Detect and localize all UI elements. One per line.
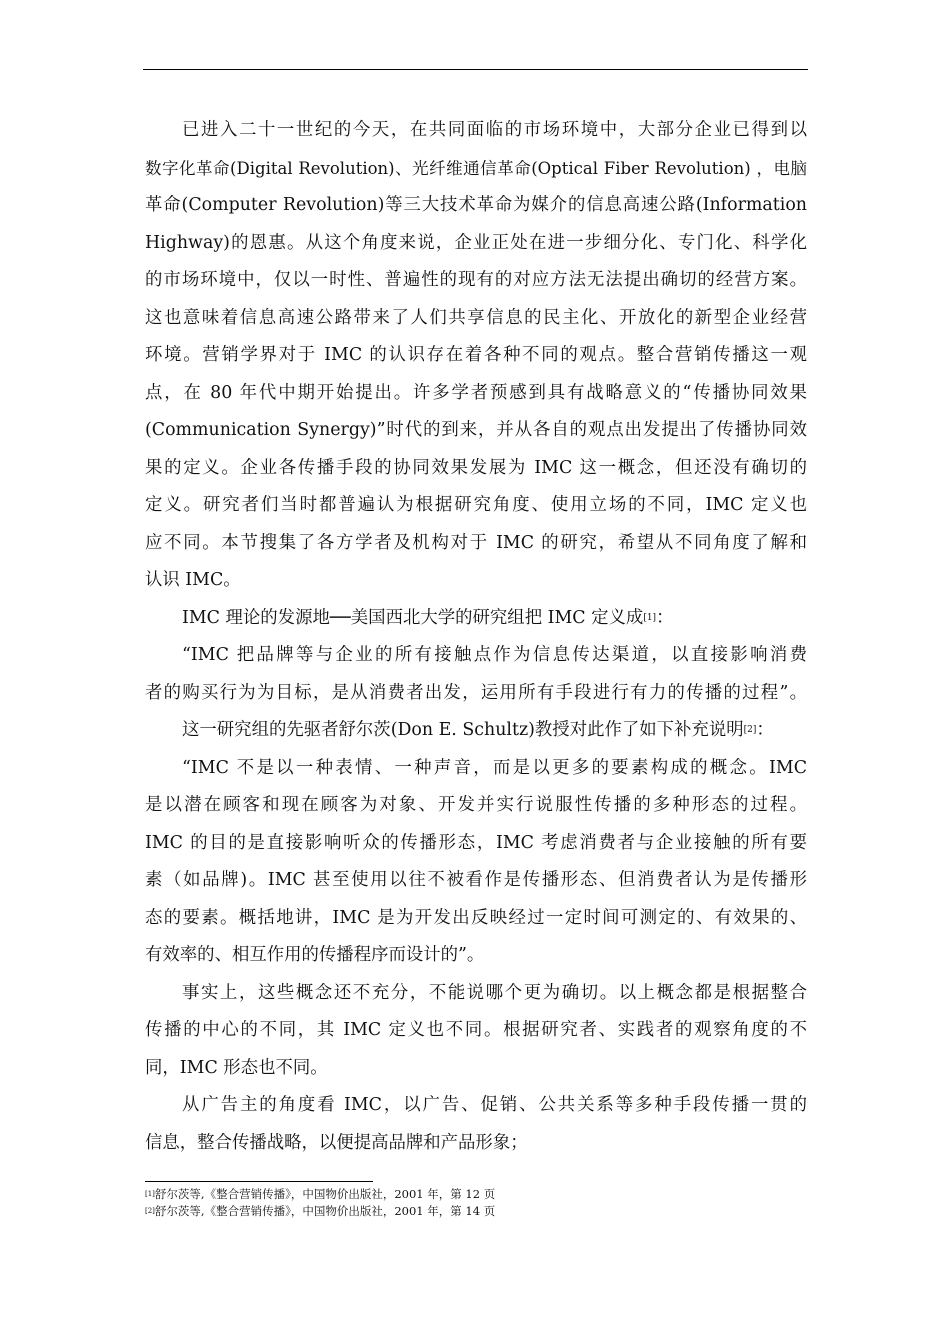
text-line: 环境。营销学界对于 IMC 的认识存在着各种不同的观点。整合营销传播这一观 [145, 345, 807, 365]
text-line: 信息，整合传播战略，以便提高品牌和产品形象； [145, 1132, 528, 1153]
footnote-rule [145, 1181, 373, 1182]
paragraph [145, 750, 807, 975]
text-line: 有效率的、相互作用的传播程序而设计的”。 [145, 945, 485, 965]
text-line: IMC 理论的发源地──美国西北大学的研究组把 IMC 定义成 [182, 607, 644, 628]
text-line: “IMC 不是以一种表情、一种声音，而是以更多的要素构成的概念。IMC [182, 757, 807, 778]
footnote-mark: [1] [145, 1190, 155, 1198]
punctuation: ： [656, 607, 674, 628]
text-line: 这也意味着信息高速公路带来了人们共享信息的民主化、开放化的新型企业经营 [145, 307, 807, 328]
text-line: 事实上，这些概念还不充分，不能说哪个更为确切。以上概念都是根据整合 [182, 982, 807, 1003]
text-line: 认识 IMC。 [145, 570, 241, 590]
paragraph [145, 1087, 807, 1162]
footnote-text: 舒尔茨等,《整合营销传播》，中国物价出版社，2001 年，第 12 页 [154, 1187, 496, 1201]
text-line: 同，IMC 形态也不同。 [145, 1057, 328, 1078]
text-line: Highway)的恩惠。从这个角度来说，企业正处在进一步细分化、专门化、科学化 [145, 232, 807, 253]
paragraph [145, 112, 807, 600]
body-text [145, 112, 807, 1162]
text-line: 果的定义。企业各传播手段的协同效果发展为 IMC 这一概念，但还没有确切的 [145, 457, 807, 478]
text-line: 数字化革命(Digital Revolution)、光纤维通信革命(Optical Fiber Revolution) ，电脑 [145, 158, 807, 178]
paragraph [145, 712, 807, 750]
text-line: 定义。研究者们当时都普遍认为根据研究角度、使用立场的不同，IMC 定义也 [145, 495, 807, 515]
text-line: 这一研究组的先驱者舒尔茨(Don E. Schultz)教授对此作了如下补充说明 [182, 720, 744, 740]
footnote [145, 1203, 745, 1220]
punctuation: ： [756, 720, 774, 740]
text-line: 的市场环境中，仅以一时性、普遍性的现有的对应方法无法提出确切的经营方案。 [145, 270, 807, 290]
footnote-mark: [2] [145, 1206, 155, 1215]
text-line: 是以潜在顾客和现在顾客为对象、开发并实行说服性传播的多种形态的过程。 [145, 795, 807, 815]
text-line: 革命(Computer Revolution)等三大技术革命为媒介的信息高速公路(Information [145, 195, 807, 215]
text-line: 从广告主的角度看 IMC，以广告、促销、公共关系等多种手段传播一贯的 [182, 1095, 807, 1115]
text-line: IMC 的目的是直接影响听众的传播形态，IMC 考虑消费者与企业接触的所有要 [145, 832, 807, 853]
paragraph [145, 975, 807, 1088]
footnote-reference: [2] [743, 725, 757, 735]
footnotes [145, 1186, 745, 1219]
text-line: 传播的中心的不同，其 IMC 定义也不同。根据研究者、实践者的观察角度的不 [145, 1020, 807, 1040]
paragraph [145, 637, 807, 712]
header-rule [143, 69, 808, 70]
text-line: 态的要素。概括地讲，IMC 是为开发出反映经过一定时间可测定的、有效果的、 [145, 907, 807, 928]
footnote [145, 1186, 745, 1203]
text-line: (Communication Synergy)”时代的到来，并从各自的观点出发提出了传播协同效 [145, 420, 807, 440]
paragraph [145, 600, 807, 638]
text-line: 者的购买行为为目标，是从消费者出发，运用所有手段进行有力的传播的过程”。 [145, 682, 807, 703]
footnote-reference: [1] [643, 612, 657, 623]
text-line: 素（如品牌)。IMC 甚至使用以往不被看作是传播形态、但消费者认为是传播形 [145, 870, 807, 890]
footnote-text: 舒尔茨等,《整合营销传播》，中国物价出版社，2001 年，第 14 页 [154, 1203, 496, 1218]
text-line: 已进入二十一世纪的今天，在共同面临的市场环境中，大部分企业已得到以 [182, 120, 807, 140]
text-line: 应不同。本节搜集了各方学者及机构对于 IMC 的研究，希望从不同角度了解和 [145, 532, 807, 553]
text-line: “IMC 把品牌等与企业的所有接触点作为信息传达渠道，以直接影响消费 [182, 645, 807, 665]
text-line: 点，在 80 年代中期开始提出。许多学者预感到具有战略意义的“传播协同效果 [145, 382, 807, 403]
